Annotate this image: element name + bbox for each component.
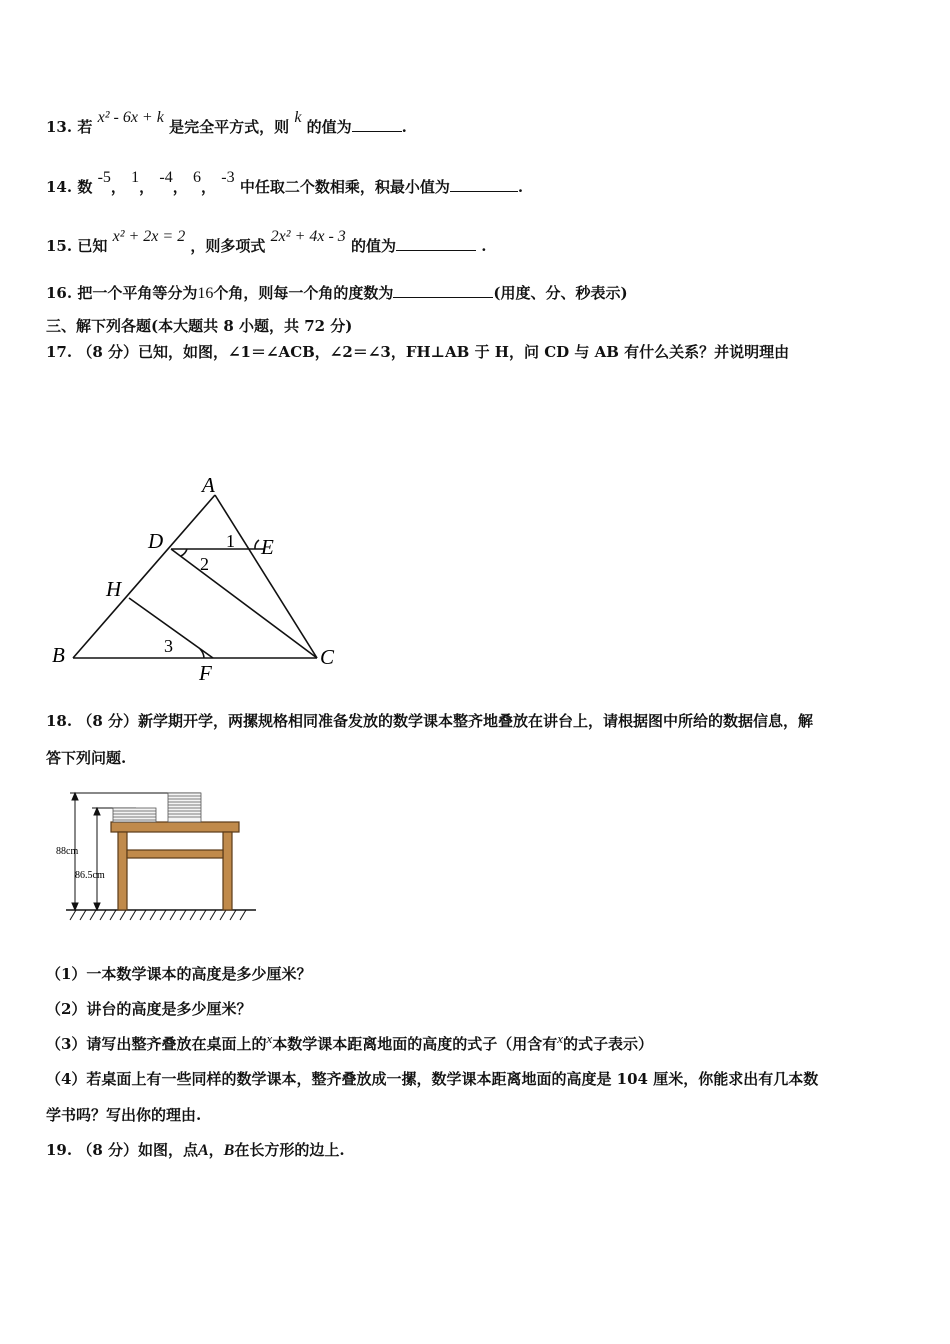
- triangle-figure: [40, 470, 350, 685]
- ground-hatching: [70, 910, 246, 920]
- q15-expression-1: x² + 2x = 2: [112, 228, 186, 245]
- angle-1-label: 1: [226, 531, 235, 551]
- q13-expression: x² - 6x + k: [97, 109, 164, 126]
- question-16: 16. 把一个平角等分为16个角，则每一个角的度数为 (用度、分、秒表示): [46, 284, 628, 302]
- label-B: B: [52, 643, 65, 667]
- height-86-5-label: 86.5cm: [75, 870, 105, 881]
- segment-AC: [215, 495, 317, 658]
- question-13: 13. 若 x² - 6x + k 是完全平方式，则 k 的值为 .: [46, 109, 407, 136]
- q13-variable: k: [294, 109, 302, 126]
- q18-sub-4-line-1: （4）若桌面上有一些同样的数学课本，整齐叠放成一摞，数学课本距离地面的高度是 104 厘米，你能求出有几本数: [46, 1070, 819, 1088]
- question-14: 14. 数 -5， 1， -4， 6， -3 中任取二个数相乘，积最小值为 .: [46, 169, 524, 196]
- angle-2-arc: [181, 549, 187, 556]
- segment-DC: [171, 549, 317, 658]
- question-19: 19. （8 分）如图，点A，B在长方形的边上.: [46, 1141, 345, 1159]
- q15-expression-2: 2x² + 4x - 3: [270, 228, 346, 245]
- segment-AB: [73, 495, 215, 658]
- q16-answer-blank[interactable]: [393, 283, 493, 298]
- height-88-label: 88cm: [56, 846, 79, 857]
- book-stack-small: [113, 808, 156, 822]
- q14-answer-blank[interactable]: [450, 177, 518, 192]
- question-18-line-1: 18. （8 分）新学期开学，两摞规格相同准备发放的数学课本整齐地叠放在讲台上，请根据图中所给的数据信息，解: [46, 712, 813, 730]
- question-15: 15. 已知 x² + 2x = 2 ，则多项式 2x² + 4x - 3 的值为 .: [46, 228, 487, 255]
- label-A: A: [202, 473, 215, 497]
- question-17: 17. （8 分）已知，如图，∠1＝∠ACB，∠2＝∠3，FH⊥AB 于 H，问 CD 与 AB 有什么关系？并说明理由: [46, 343, 790, 361]
- angle-1-arc: [255, 540, 259, 549]
- q15-answer-blank[interactable]: [396, 236, 476, 251]
- question-18-line-2: 答下列问题.: [46, 749, 127, 767]
- book-stack-large: [168, 793, 201, 822]
- lectern-figure: [56, 788, 261, 930]
- angle-2-label: 2: [200, 554, 209, 574]
- label-E: E: [261, 535, 274, 559]
- label-H: H: [106, 577, 122, 601]
- angle-3-label: 3: [164, 636, 173, 656]
- label-D: D: [148, 529, 164, 553]
- q18-sub-3: （3）请写出整齐叠放在桌面上的x本数学课本距离地面的高度的式子（用含有x的式子表示）: [46, 1031, 654, 1053]
- label-C: C: [320, 645, 335, 669]
- q18-sub-1: （1）一本数学课本的高度是多少厘米？: [46, 965, 312, 983]
- q18-sub-4-line-2: 学书吗？写出你的理由.: [46, 1106, 202, 1124]
- label-F: F: [199, 661, 212, 685]
- q13-answer-blank[interactable]: [352, 117, 402, 132]
- lectern: [111, 822, 239, 910]
- q18-sub-2: （2）讲台的高度是多少厘米？: [46, 1000, 252, 1018]
- section-3-heading: 三、解下列各题(本大题共 8 小题，共 72 分): [46, 317, 353, 335]
- q13-number: 13.: [46, 118, 73, 136]
